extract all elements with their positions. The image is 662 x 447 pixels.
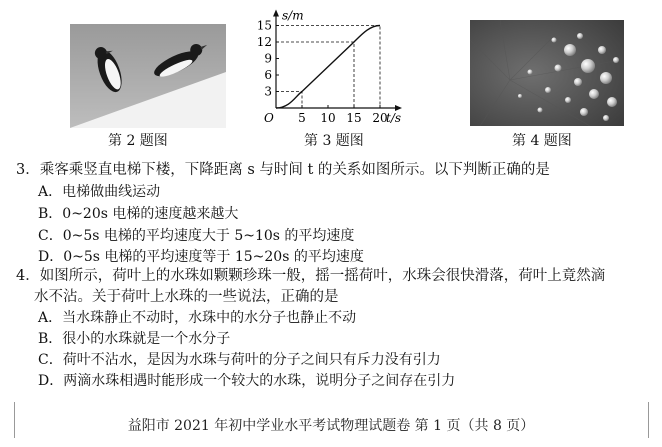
question-4-stem-line2: 水不沾。关于荷叶上水珠的一些说法，正确的是 <box>34 289 339 305</box>
question-4-stem-line1: 4．如图所示，荷叶上的水珠如颗颗珍珠一般，摇一摇荷叶，水珠会很快滑落，荷叶上竟然滴 <box>16 268 606 284</box>
figure-4-image <box>470 20 624 126</box>
y-axis-label: s/m <box>282 8 304 23</box>
question-3-option-b: B．0~20s 电梯的速度越来越大 <box>38 206 239 222</box>
y-tick-label: 6 <box>264 68 272 82</box>
page-footer: 益阳市 2021 年初中学业水平考试物理试题卷 第 1 页（共 8 页） <box>127 418 535 434</box>
question-4-option-c: C．荷叶不沾水，是因为水珠与荷叶的分子之间只有斥力没有引力 <box>38 352 441 368</box>
lotus-leaf-water-drops-photo <box>470 20 624 126</box>
figure-3-chart <box>250 4 420 128</box>
x-tick-label: 20 <box>372 111 388 125</box>
y-tick-label: 9 <box>264 51 272 66</box>
x-tick-label: 5 <box>298 111 306 125</box>
series-line <box>276 26 380 109</box>
x-tick-label: 15 <box>346 111 362 125</box>
question-4-option-a: A．当水珠静止不动时，水珠中的水分子也静止不动 <box>38 310 357 326</box>
penguins-slope-illustration <box>70 24 226 128</box>
x-axis-label: t/s <box>386 111 402 125</box>
y-tick-label: 3 <box>264 84 272 99</box>
question-3-stem: 3．乘客乘竖直电梯下楼，下降距离 s 与时间 t 的关系如图所示。以下判断正确的是 <box>16 162 550 178</box>
guide-line-12 <box>276 42 354 108</box>
question-3-option-c: C．0~5s 电梯的平均速度大于 5~10s 的平均速度 <box>38 228 355 244</box>
origin-label: O <box>264 111 274 125</box>
question-4-option-d: D．两滴水珠相遇时能形成一个较大的水珠，说明分子之间存在引力 <box>38 373 456 389</box>
figure-4-caption: 第 4 题图 <box>512 133 572 149</box>
x-tick-label: 10 <box>320 111 336 125</box>
guide-line-3 <box>276 92 302 109</box>
figure-3-caption: 第 3 题图 <box>304 133 364 149</box>
figure-2-caption: 第 2 题图 <box>108 133 168 149</box>
y-tick-label: 12 <box>256 35 272 49</box>
figure-2-image <box>70 24 226 128</box>
distance-time-chart <box>250 4 420 128</box>
question-3-option-d: D．0~5s 电梯的平均速度等于 15~20s 的平均速度 <box>38 249 364 265</box>
question-3-option-a: A．电梯做曲线运动 <box>38 184 161 200</box>
question-4-option-b: B．很小的水珠就是一个水分子 <box>38 331 231 347</box>
y-axis-arrow <box>273 10 279 17</box>
y-tick-label: 15 <box>256 18 272 33</box>
